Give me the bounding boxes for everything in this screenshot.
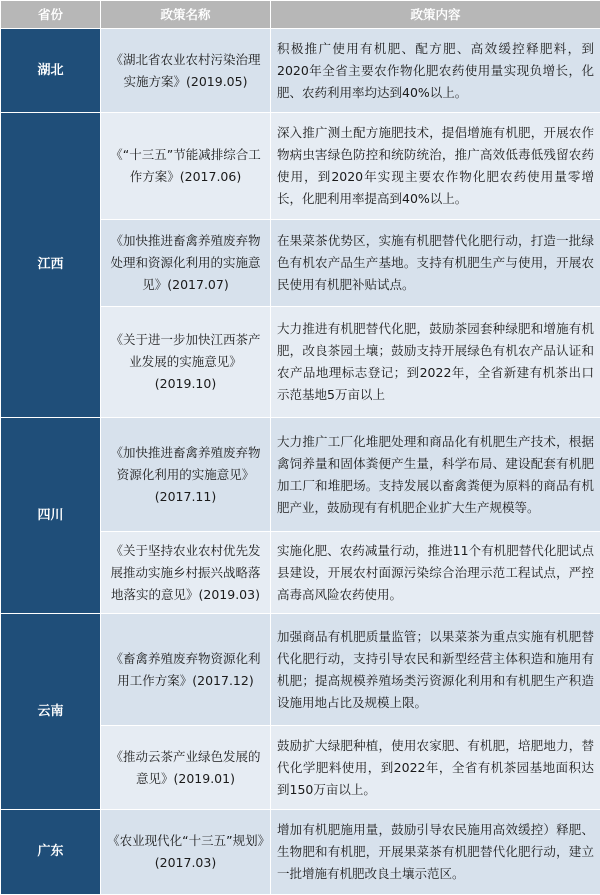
province-cell: 湖北	[1, 29, 101, 113]
policy-content-cell: 加强商品有机肥质量监管；以果菜茶为重点实施有机肥替代化肥行动，支持引导农民和新型经营主体积造和施用有机肥；提高规模养殖场类污资源化利用和有机肥生产积造设施用地占比及规模上限。	[271, 614, 600, 726]
header-policy-name: 政策名称	[101, 1, 271, 29]
policy-name-cell: 《推动云茶产业绿色发展的意见》(2019.01)	[101, 726, 271, 810]
table-row	[1, 614, 600, 726]
province-cell: 广东	[1, 810, 101, 895]
header-province: 省份	[1, 1, 101, 29]
policy-name-cell: 《关于进一步加快江西茶产业发展的实施意见》(2019.10)	[101, 307, 271, 418]
policy-name-cell: 《畜禽养殖废弃物资源化利用工作方案》(2017.12)	[101, 614, 271, 726]
policy-content-cell: 积极推广使用有机肥、配方肥、高效缓控释肥料，到2020年全省主要农作物化肥农药使用量实现负增长，化肥、农药利用率均达到40%以上。	[271, 29, 600, 113]
table-row	[1, 113, 600, 220]
table-row	[1, 810, 600, 895]
policy-content-cell: 增加有机肥施用量，鼓励引导农民施用高效缓控）释肥、生物肥和有机肥，开展果菜茶有机肥替代化肥行动，建立一批增施有机肥改良土壤示范区。	[271, 810, 600, 895]
province-cell: 云南	[1, 614, 101, 810]
table-row	[1, 29, 600, 113]
policy-name-cell: 《“十三五”节能减排综合工作方案》(2017.06)	[101, 113, 271, 220]
policy-name-cell: 《加快推进畜禽养殖废弃物处理和资源化利用的实施意见》(2017.07)	[101, 220, 271, 307]
policy-content-cell: 在果菜茶优势区，实施有机肥替代化肥行动，打造一批绿色有机农产品生产基地。支持有机肥生产与使用，开展农民使用有机肥补贴试点。	[271, 220, 600, 307]
policy-content-cell: 大力推进有机肥替代化肥，鼓励茶园套种绿肥和增施有机肥，改良茶园土壤；鼓励支持开展绿色有机农产品认证和农产品地理标志登记；到2022年，全省新建有机茶出口示范基地5万亩以上	[271, 307, 600, 418]
header-policy-content: 政策内容	[271, 1, 600, 29]
province-cell: 四川	[1, 418, 101, 614]
header-row	[1, 1, 600, 29]
province-cell: 江西	[1, 113, 101, 418]
policy-name-cell: 《关于坚持农业农村优先发展推动实施乡村振兴战略落地落实的意见》(2019.03)	[101, 532, 271, 614]
policy-name-cell: 《湖北省农业农村污染治理实施方案》(2019.05)	[101, 29, 271, 113]
policy-content-cell: 鼓励扩大绿肥种植，使用农家肥、有机肥，培肥地力，替代化学肥料使用，到2022年，全省有机茶园基地面积达到150万亩以上。	[271, 726, 600, 810]
table-row	[1, 418, 600, 532]
policy-content-cell: 实施化肥、农药减量行动，推进11个有机肥替代化肥试点县建设，开展农村面源污染综合治理示范工程试点，严控高毒高风险农药使用。	[271, 532, 600, 614]
policy-name-cell: 《加快推进畜禽养殖废弃物资源化利用的实施意见》(2017.11)	[101, 418, 271, 532]
policy-name-cell: 《农业现代化“十三五”规划》(2017.03)	[101, 810, 271, 895]
policy-content-cell: 大力推广工厂化堆肥处理和商品化有机肥生产技术，根据禽饲养量和固体粪便产生量，科学布局、建设配套有机肥加工厂和堆肥场。支持发展以畜禽粪便为原料的商品有机肥产业，鼓励现有有机肥企业扩大生产规模等。	[271, 418, 600, 532]
policy-content-cell: 深入推广测土配方施肥技术，提倡增施有机肥，开展农作物病虫害绿色防控和统防统治，推广高效低毒低残留农药使用，到2020年实现主要农作物化肥农药使用量零增长，化肥利用率提高到40%以上。	[271, 113, 600, 220]
